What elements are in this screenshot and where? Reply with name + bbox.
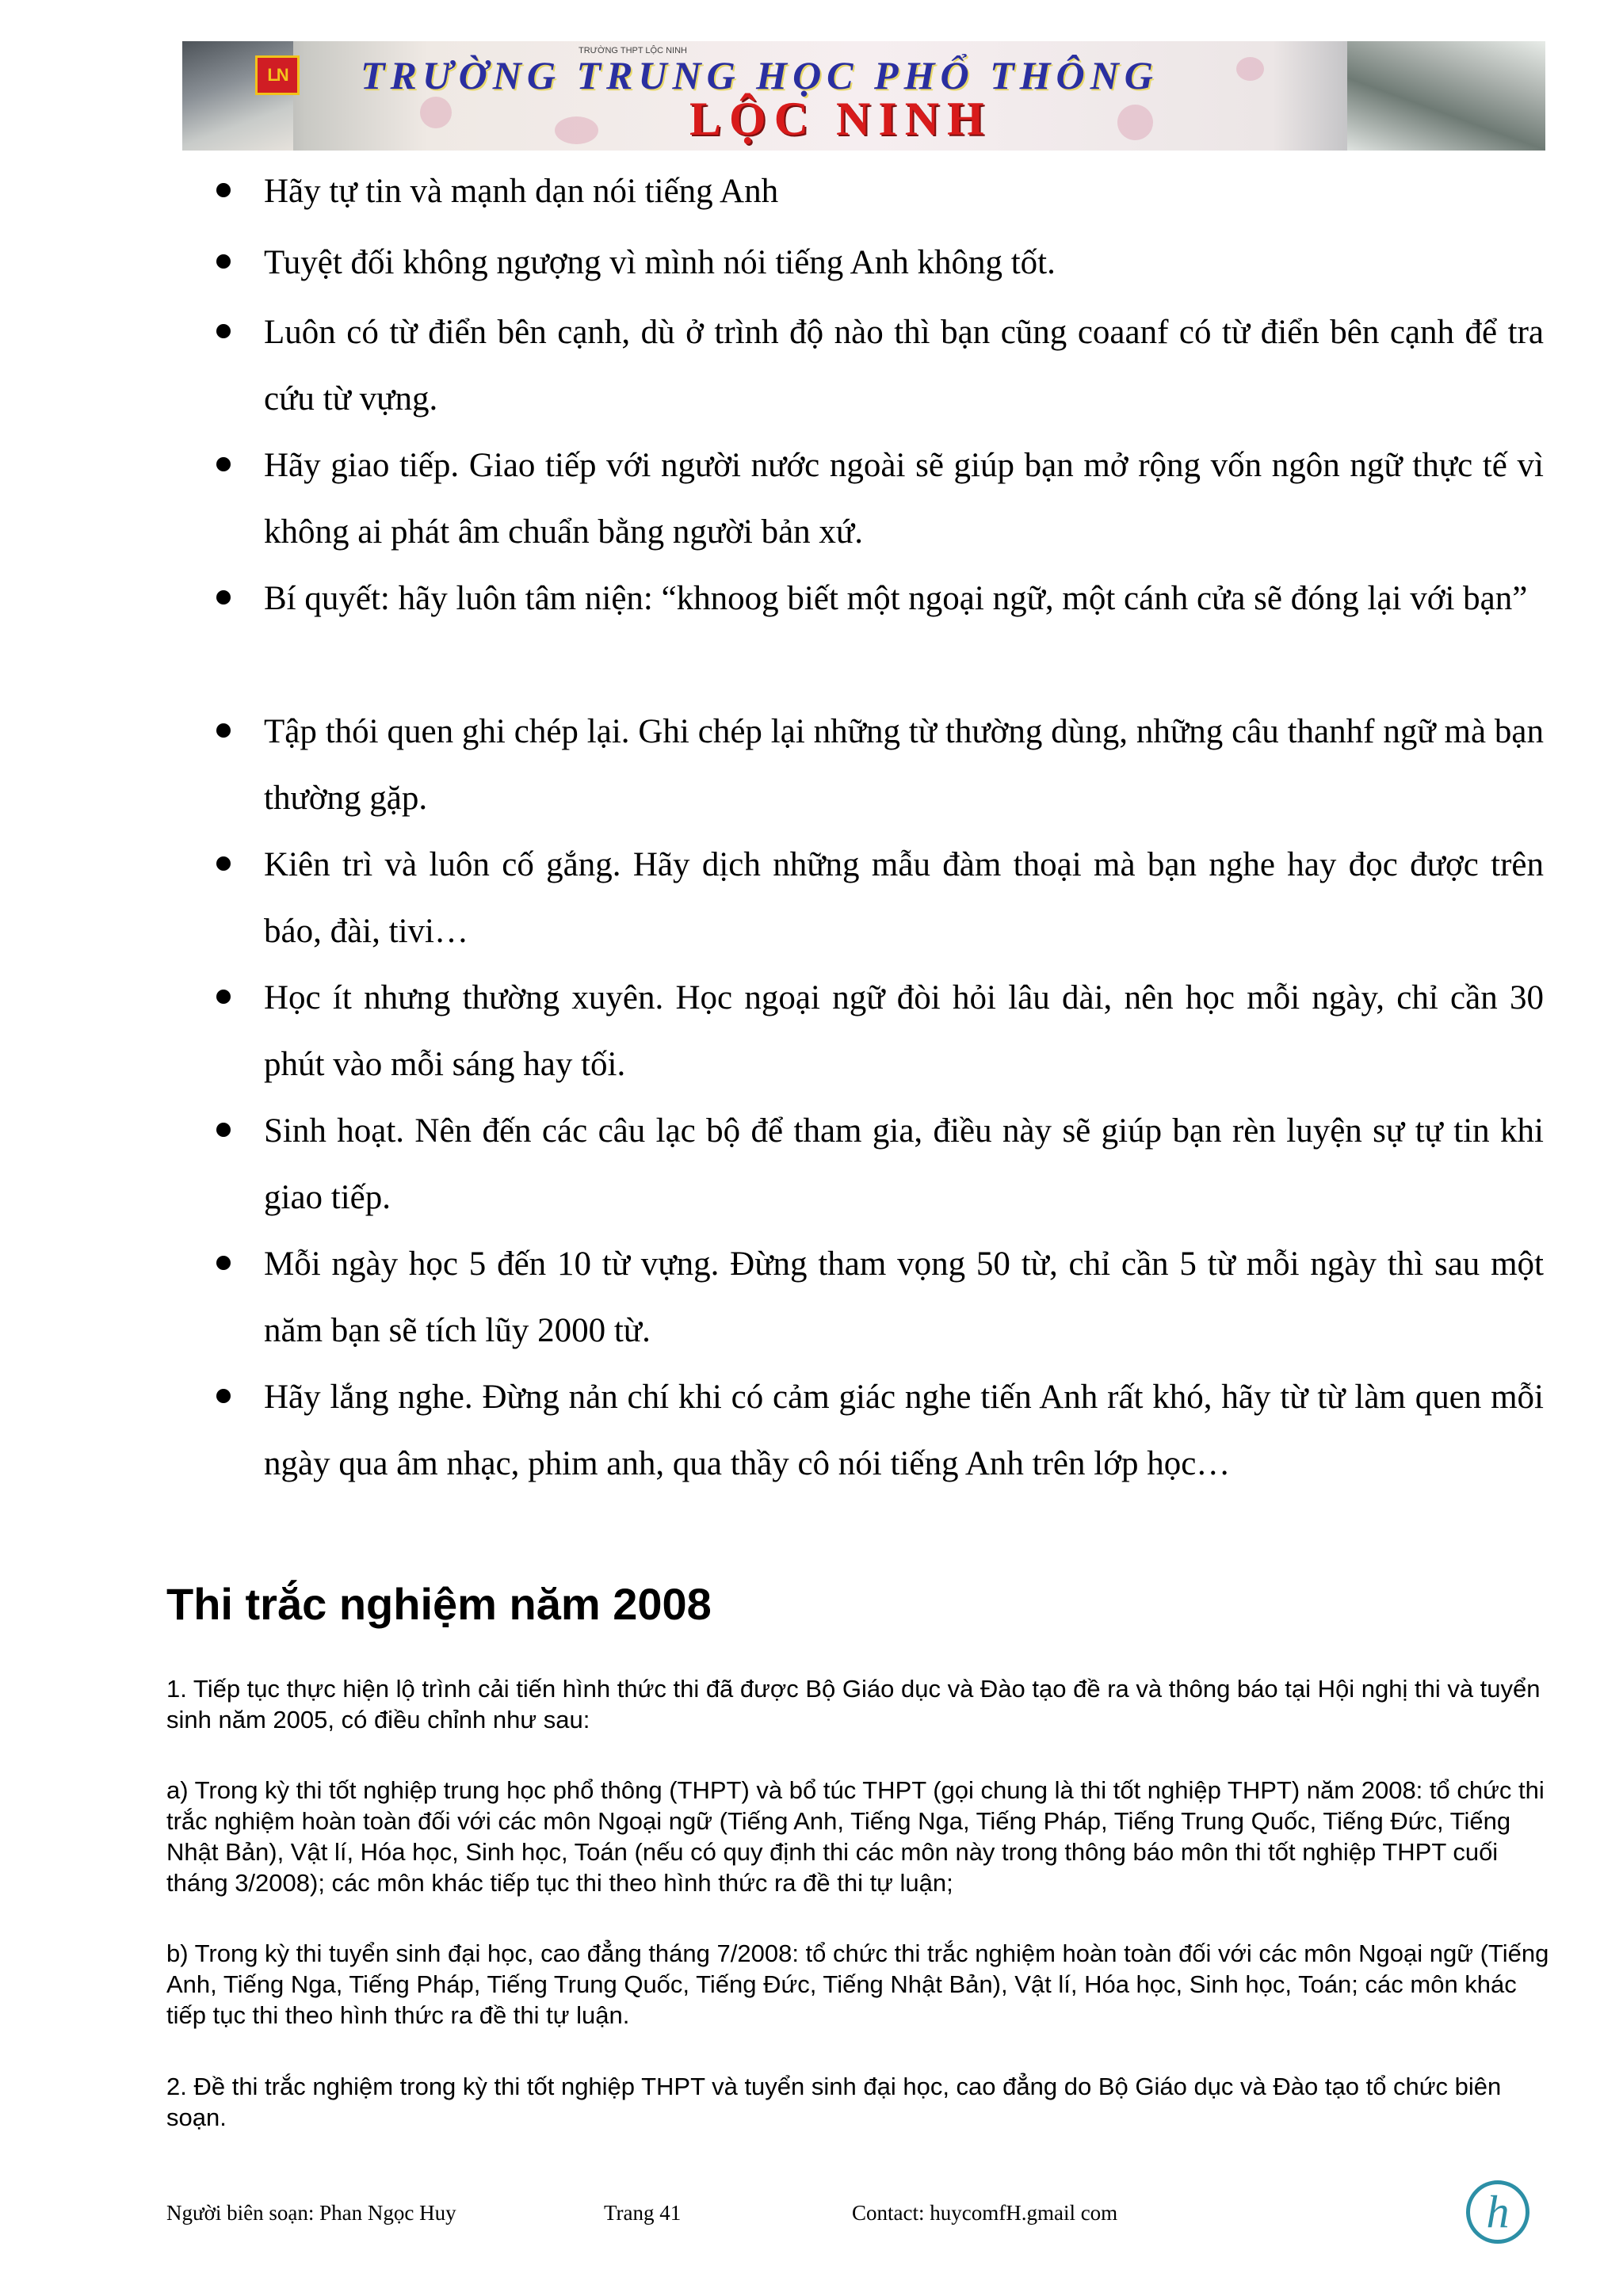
list-item: Sinh hoạt. Nên đến các câu lạc bộ để tham gia, điều này sẽ giúp bạn rèn luyện sự tự tin khi giao tiếp. (264, 1098, 1544, 1231)
list-item: Tập thói quen ghi chép lại. Ghi chép lại những từ thường dùng, những câu thanhf ngữ mà bạn thường gặp. (264, 699, 1544, 832)
list-item: Tuyệt đối không ngượng vì mình nói tiếng Anh không tốt. (264, 230, 1544, 296)
header-banner (182, 41, 1545, 151)
paragraph: a) Trong kỳ thi tốt nghiệp trung học phổ thông (THPT) và bổ túc THPT (gọi chung là thi tốt nghiệp THPT) năm 2008: tổ chức thi trắc nghiệm hoàn toàn đối với các môn Ngoại ngữ (Tiếng Anh, Tiếng Nga, Tiếng Pháp, Tiếng Trung Quốc, Tiếng Đức, Tiếng Nhật Bản), Vật lí, Hóa học, Sinh học, Toán (nếu có quy định thi các môn này trong thông báo môn thi tốt nghiệp THPT cuối tháng 3/2008); các môn khác tiếp tục thi theo hình thức ra đề thi tự luận; (166, 1776, 1545, 1897)
bullet-icon (216, 457, 231, 471)
list-item: Mỗi ngày học 5 đến 10 từ vựng. Đừng tham vọng 50 từ, chỉ cần 5 từ mỗi ngày thì sau một năm bạn sẽ tích lũy 2000 từ. (264, 1231, 1544, 1364)
bullet-icon (216, 856, 231, 871)
list-item: Hãy tự tin và mạnh dạn nói tiếng Anh (264, 158, 1544, 225)
list-item: Kiên trì và luôn cố gắng. Hãy dịch những mẫu đàm thoại mà bạn nghe hay đọc được trên báo, đài, tivi… (264, 832, 1544, 965)
banner-photo-right (1347, 41, 1545, 151)
list-item: Luôn có từ điển bên cạnh, dù ở trình độ nào thì bạn cũng coaanf có từ điển bên cạnh để tra cứu từ vựng. (264, 299, 1544, 433)
bullet-icon (216, 723, 231, 738)
section-heading: Thi trắc nghiệm năm 2008 (166, 1579, 712, 1629)
paragraph: 1. Tiếp tục thực hiện lộ trình cải tiến hình thức thi đã được Bộ Giáo dục và Đào tạo đề ra và thông báo tại Hội nghị thi và tuyển sinh năm 2005, có điều chỉnh như sau: (166, 1675, 1541, 1733)
blossom-decoration (1117, 105, 1153, 140)
footer-author: Người biên soạn: Phan Ngọc Huy (166, 2201, 456, 2225)
bullet-icon (216, 254, 231, 269)
paragraph: b) Trong kỳ thi tuyển sinh đại học, cao đẳng tháng 7/2008: tổ chức thi trắc nghiệm hoàn toàn đối với các môn Ngoại ngữ (Tiếng Anh, Tiếng Nga, Tiếng Pháp, Tiếng Trung Quốc, Tiếng Đức, Tiếng Nhật Bản), Vật lí, Hóa học, Sinh học, Toán; các môn khác tiếp tục thi theo hình thức ra đề thi tự luận. (166, 1939, 1549, 2029)
blossom-decoration (555, 116, 598, 144)
bullet-icon (216, 1389, 231, 1403)
blossom-decoration (1236, 57, 1264, 81)
paragraph: 2. Đề thi trắc nghiệm trong kỳ thi tốt nghiệp THPT và tuyển sinh đại học, cao đẳng do Bộ Giáo dục và Đào tạo tổ chức biên soạn. (166, 2073, 1502, 2131)
footer-page-number: Trang 41 (604, 2201, 682, 2225)
list-item: Học ít nhưng thường xuyên. Học ngoại ngữ đòi hỏi lâu dài, nên học mỗi ngày, chỉ cần 30 phút vào mỗi sáng hay tối. (264, 965, 1544, 1098)
list-item: Hãy lắng nghe. Đừng nản chí khi có cảm giác nghe tiến Anh rất khó, hãy từ từ làm quen mỗi ngày qua âm nhạc, phim anh, qua thầy cô nói tiếng Anh trên lớp học… (264, 1364, 1544, 1497)
list-item: Bí quyết: hãy luôn tâm niện: “khnoog biết một ngoại ngữ, một cánh cửa sẽ đóng lại với bạn” (264, 566, 1544, 632)
bullet-icon (216, 1256, 231, 1270)
banner-small-sign: TRƯỜNG THPT LỘC NINH (579, 46, 687, 55)
footer-logo-icon: h (1466, 2180, 1529, 2244)
bullet-icon (216, 990, 231, 1004)
bullet-icon (216, 590, 231, 605)
blossom-decoration (420, 97, 452, 128)
bullet-icon (216, 1123, 231, 1137)
school-title: TRƯỜNG TRUNG HỌC PHỔ THÔNG (361, 53, 1159, 97)
bullet-icon (216, 183, 231, 197)
school-name: LỘC NINH (689, 93, 992, 145)
footer-contact: Contact: huycomfH.gmail com (852, 2201, 1118, 2225)
list-item: Hãy giao tiếp. Giao tiếp với người nước ngoài sẽ giúp bạn mở rộng vốn ngôn ngữ thực tế vì không ai phát âm chuẩn bằng người bản xứ. (264, 433, 1544, 566)
bullet-icon (216, 324, 231, 338)
school-logo: LN (255, 55, 300, 95)
